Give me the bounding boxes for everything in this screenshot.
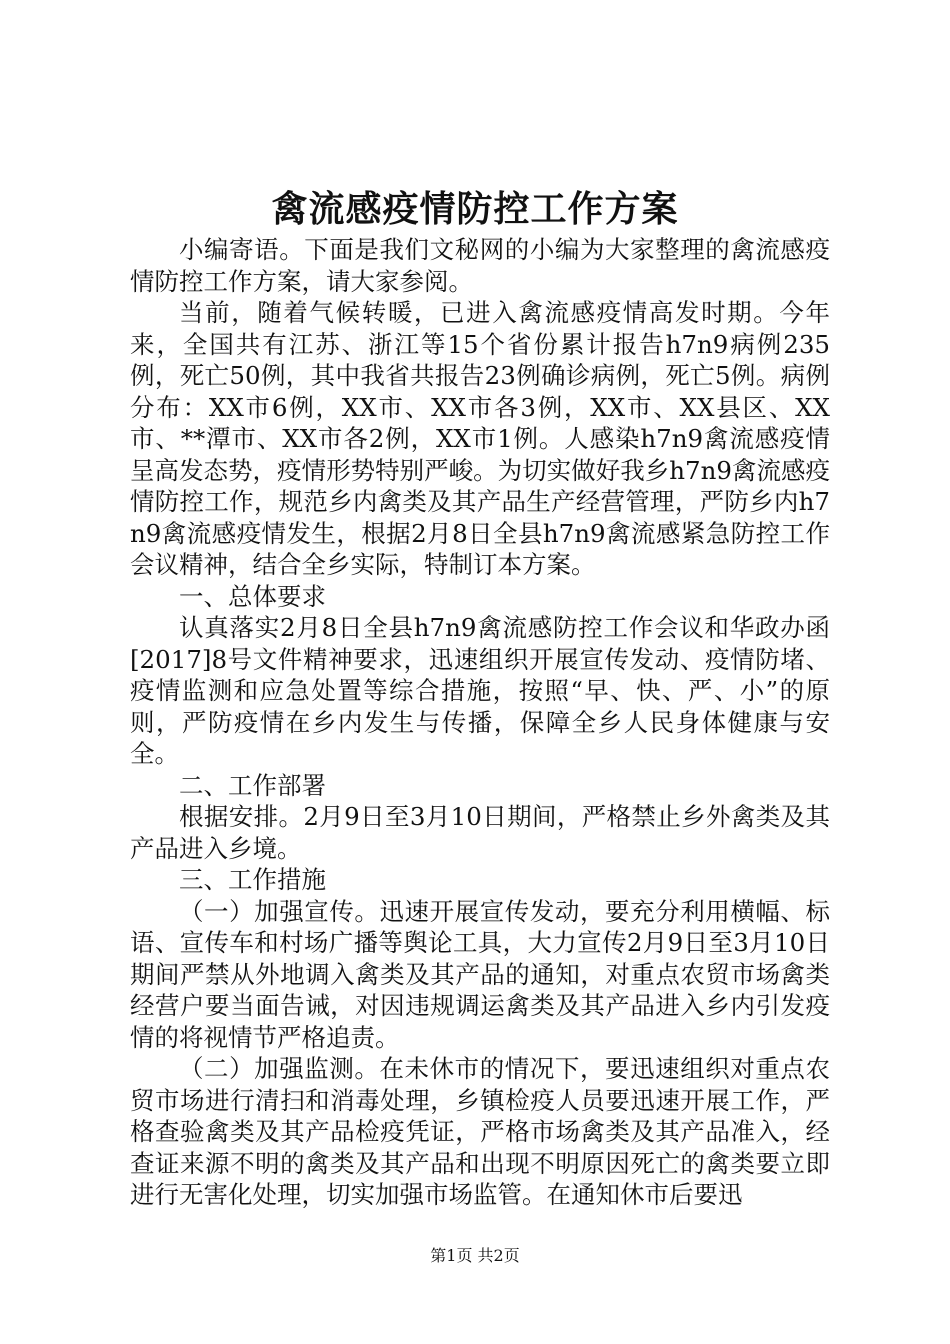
section-heading-general: 一、总体要求 [179, 581, 326, 611]
document-title: 禽流感疫情防控工作方案 [271, 188, 679, 230]
paragraph-background: 当前，随着气候转暖，已进入禽流感疫情高发时期。今年来，全国共有江苏、浙江等15个省份累计报告h7n9病例235例，死亡50例，其中我省共报告23例确诊病例，死亡5例。病例分布：XX市6例，XX市、XX市各3例，XX市、XX县区、XX市、**潭市、XX市各2例，XX市1例。人感染h7n9禽流感疫情呈高发态势，疫情形势特别严峻。为切实做好我乡h7n9禽流感疫情防控工作，规范乡内禽类及其产品生产经营管理，严防乡内h7n9禽流感疫情发生，根据2月8日全县h7n9禽流感紧急防控工作会议精神，结合全乡实际，特制订本方案。 [130, 298, 830, 579]
document-body [130, 234, 830, 1211]
page-footer: 第1页 共2页 [430, 1246, 520, 1265]
paragraph-intro: 小编寄语。下面是我们文秘网的小编为大家整理的禽流感疫情防控工作方案，请大家参阅。 [130, 235, 830, 296]
paragraph-general-requirements: 认真落实2月8日全县h7n9禽流感防控工作会议和华政办函[2017]8号文件精神要求，迅速组织开展宣传发动、疫情防堵、疫情监测和应急处置等综合措施，按照“早、快、严、小”的原则，严防疫情在乡内发生与传播，保障全乡人民身体健康与安全。 [130, 613, 830, 768]
paragraph-measure-publicity: （一）加强宣传。迅速开展宣传发动，要充分利用横幅、标语、宣传车和村场广播等舆论工具，大力宣传2月9日至3月10日期间严禁从外地调入禽类及其产品的通知，对重点农贸市场禽类经营户要当面告诫，对因违规调运禽类及其产品进入乡内引发疫情的将视情节严格追责。 [130, 896, 830, 1052]
section-heading-measures: 三、工作措施 [179, 865, 326, 894]
paragraph-deployment: 根据安排。2月9日至3月10日期间，严格禁止乡外禽类及其产品进入乡境。 [130, 802, 830, 863]
paragraph-measure-monitoring: （二）加强监测。在未休市的情况下，要迅速组织对重点农贸市场进行清扫和消毒处理，乡镇检疫人员要迅速开展工作，严格查验禽类及其产品检疫凭证，严格市场禽类及其产品准入，经查证来源不明的禽类及其产品和出现不明原因死亡的禽类要立即进行无害化处理，切实加强市场监管。在通知休市后要迅 [130, 1054, 830, 1209]
section-heading-deployment: 二、工作部署 [179, 770, 326, 800]
